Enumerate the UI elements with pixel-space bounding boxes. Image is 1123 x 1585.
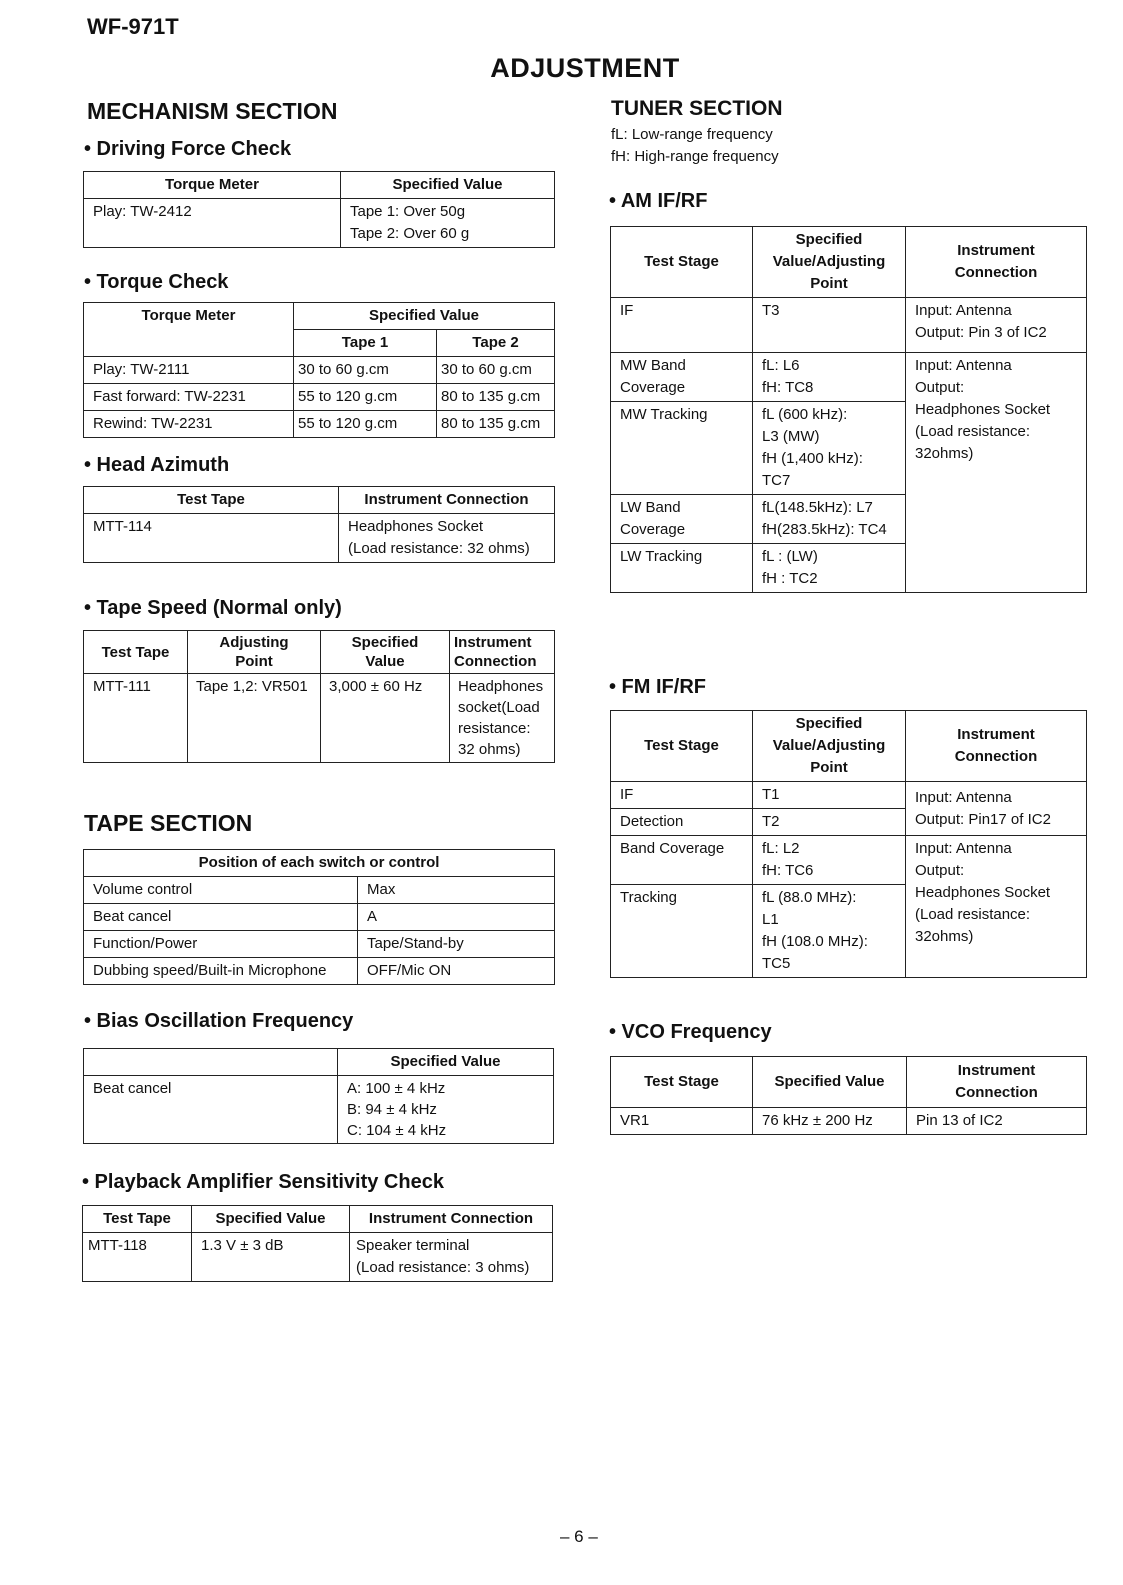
cell: 30 to 60 g.cm bbox=[294, 357, 437, 384]
vco-heading: • VCO Frequency bbox=[609, 1021, 772, 1043]
cell: Pin 13 of IC2 bbox=[907, 1108, 1087, 1135]
fm-ifrf-heading: • FM IF/RF bbox=[609, 676, 706, 698]
table-row bbox=[84, 877, 555, 904]
table-row bbox=[83, 1233, 553, 1282]
table-row bbox=[84, 357, 555, 384]
cell: Headphones socket(Load resistance: 32 ohms) bbox=[450, 674, 555, 763]
cell: Input: Antenna Output: Headphones Socket (Load resistance: 32ohms) bbox=[906, 836, 1087, 978]
cell: Play: TW-2412 bbox=[84, 199, 341, 248]
column-header: Specified Value bbox=[753, 1057, 907, 1108]
tape-speed-table bbox=[83, 630, 555, 763]
head-azimuth-table bbox=[83, 486, 555, 563]
cell: MW Tracking bbox=[611, 402, 753, 495]
fm-ifrf-table bbox=[610, 710, 1087, 978]
column-header: Adjusting Point bbox=[188, 631, 321, 674]
column-header: Specified Value/Adjusting Point bbox=[753, 711, 906, 782]
cell: IF bbox=[611, 298, 753, 353]
column-header: Test Stage bbox=[611, 1057, 753, 1108]
cell: 76 kHz ± 200 Hz bbox=[753, 1108, 907, 1135]
column-header: Instrument Connection bbox=[339, 487, 555, 514]
cell: T2 bbox=[753, 809, 906, 836]
table-row bbox=[84, 411, 555, 438]
torque-check-table bbox=[83, 302, 555, 438]
table-row bbox=[84, 904, 555, 931]
tape-section-heading: TAPE SECTION bbox=[84, 810, 253, 836]
column-header: Test Stage bbox=[611, 711, 753, 782]
table-row bbox=[84, 674, 555, 763]
column-header: Instrument Connection bbox=[906, 227, 1087, 298]
table-row bbox=[611, 353, 1087, 402]
column-header: Specified Value bbox=[321, 631, 450, 674]
fh-note: fH: High-range frequency bbox=[611, 148, 779, 165]
am-ifrf-table bbox=[610, 226, 1087, 593]
column-header: Tape 2 bbox=[437, 330, 555, 357]
column-header: Instrument Connection bbox=[450, 631, 555, 674]
column-header: Instrument Connection bbox=[906, 711, 1087, 782]
driving-force-heading: • Driving Force Check bbox=[84, 138, 292, 160]
cell: Tape 1: Over 50g Tape 2: Over 60 g bbox=[341, 199, 555, 248]
cell: Play: TW-2111 bbox=[84, 357, 294, 384]
column-header: Torque Meter bbox=[84, 172, 341, 199]
cell: IF bbox=[611, 782, 753, 809]
cell: 55 to 120 g.cm bbox=[294, 411, 437, 438]
column-header: Test Tape bbox=[83, 1206, 192, 1233]
tuner-section-heading: TUNER SECTION bbox=[611, 97, 783, 120]
cell: MTT-114 bbox=[84, 514, 339, 563]
table-row bbox=[611, 1108, 1087, 1135]
tape-speed-heading: • Tape Speed (Normal only) bbox=[84, 597, 342, 619]
driving-force-table bbox=[83, 171, 555, 248]
cell: fL : (LW) fH : TC2 bbox=[753, 544, 906, 593]
table-row bbox=[611, 298, 1087, 353]
table-row bbox=[84, 958, 555, 985]
column-header: Instrument Connection bbox=[350, 1206, 553, 1233]
column-header: Test Tape bbox=[84, 631, 188, 674]
cell: Beat cancel bbox=[84, 904, 358, 931]
cell: Max bbox=[358, 877, 555, 904]
column-header: Specified Value bbox=[192, 1206, 350, 1233]
model-number: WF-971T bbox=[87, 14, 179, 39]
cell: Tracking bbox=[611, 885, 753, 978]
column-header: Test Tape bbox=[84, 487, 339, 514]
column-header: Instrument Connection bbox=[907, 1057, 1087, 1108]
table-row bbox=[84, 384, 555, 411]
cell: fL: L6 fH: TC8 bbox=[753, 353, 906, 402]
fl-note: fL: Low-range frequency bbox=[611, 126, 773, 143]
bias-heading: • Bias Oscillation Frequency bbox=[84, 1010, 354, 1032]
page-title: ADJUSTMENT bbox=[490, 53, 680, 83]
column-header: Tape 1 bbox=[294, 330, 437, 357]
cell: T1 bbox=[753, 782, 906, 809]
table-row bbox=[611, 782, 1087, 809]
cell: Input: Antenna Output: Pin17 of IC2 bbox=[906, 782, 1087, 836]
cell: MTT-118 bbox=[83, 1233, 192, 1282]
cell: LW Tracking bbox=[611, 544, 753, 593]
cell: 80 to 135 g.cm bbox=[437, 384, 555, 411]
column-header: Torque Meter bbox=[84, 303, 294, 357]
column-header: Specified Value bbox=[294, 303, 555, 330]
table-row bbox=[84, 514, 555, 563]
cell: Beat cancel bbox=[84, 1076, 338, 1144]
cell: fL: L2 fH: TC6 bbox=[753, 836, 906, 885]
table-row bbox=[84, 931, 555, 958]
cell: Rewind: TW-2231 bbox=[84, 411, 294, 438]
table-row bbox=[611, 836, 1087, 885]
switch-position-table bbox=[83, 849, 555, 985]
head-azimuth-heading: • Head Azimuth bbox=[84, 454, 230, 476]
cell: 80 to 135 g.cm bbox=[437, 411, 555, 438]
table-row bbox=[84, 199, 555, 248]
cell: 55 to 120 g.cm bbox=[294, 384, 437, 411]
column-header: Specified Value bbox=[338, 1049, 554, 1076]
table-row bbox=[84, 1076, 554, 1144]
cell: Tape 1,2: VR501 bbox=[188, 674, 321, 763]
playback-table bbox=[82, 1205, 553, 1282]
column-header bbox=[84, 1049, 338, 1076]
cell: Speaker terminal (Load resistance: 3 ohms) bbox=[350, 1233, 553, 1282]
cell: fL (88.0 MHz): L1 fH (108.0 MHz): TC5 bbox=[753, 885, 906, 978]
cell: OFF/Mic ON bbox=[358, 958, 555, 985]
cell: Tape/Stand-by bbox=[358, 931, 555, 958]
cell: LW Band Coverage bbox=[611, 495, 753, 544]
cell: fL (600 kHz): L3 (MW) fH (1,400 kHz): TC7 bbox=[753, 402, 906, 495]
cell: Headphones Socket (Load resistance: 32 ohms) bbox=[339, 514, 555, 563]
cell: fL(148.5kHz): L7 fH(283.5kHz): TC4 bbox=[753, 495, 906, 544]
cell: Detection bbox=[611, 809, 753, 836]
cell: T3 bbox=[753, 298, 906, 353]
cell: Fast forward: TW-2231 bbox=[84, 384, 294, 411]
column-header: Specified Value/Adjusting Point bbox=[753, 227, 906, 298]
torque-check-heading: • Torque Check bbox=[84, 271, 229, 293]
cell: 30 to 60 g.cm bbox=[437, 357, 555, 384]
column-header: Specified Value bbox=[341, 172, 555, 199]
page-number: – 6 – bbox=[560, 1527, 598, 1546]
column-header: Position of each switch or control bbox=[84, 850, 555, 877]
cell: Dubbing speed/Built-in Microphone bbox=[84, 958, 358, 985]
cell: Input: Antenna Output: Pin 3 of IC2 bbox=[906, 298, 1087, 353]
column-header: Test Stage bbox=[611, 227, 753, 298]
cell: MTT-111 bbox=[84, 674, 188, 763]
playback-heading: • Playback Amplifier Sensitivity Check bbox=[82, 1171, 444, 1193]
cell: A: 100 ± 4 kHz B: 94 ± 4 kHz C: 104 ± 4 kHz bbox=[338, 1076, 554, 1144]
cell: Input: Antenna Output: Headphones Socket (Load resistance: 32ohms) bbox=[906, 353, 1087, 593]
cell: 3,000 ± 60 Hz bbox=[321, 674, 450, 763]
cell: Function/Power bbox=[84, 931, 358, 958]
bias-table bbox=[83, 1048, 554, 1144]
cell: Band Coverage bbox=[611, 836, 753, 885]
cell: A bbox=[358, 904, 555, 931]
mechanism-section-heading: MECHANISM SECTION bbox=[87, 98, 338, 124]
cell: MW Band Coverage bbox=[611, 353, 753, 402]
vco-table bbox=[610, 1056, 1087, 1135]
cell: VR1 bbox=[611, 1108, 753, 1135]
cell: 1.3 V ± 3 dB bbox=[192, 1233, 350, 1282]
am-ifrf-heading: • AM IF/RF bbox=[609, 190, 708, 212]
cell: Volume control bbox=[84, 877, 358, 904]
